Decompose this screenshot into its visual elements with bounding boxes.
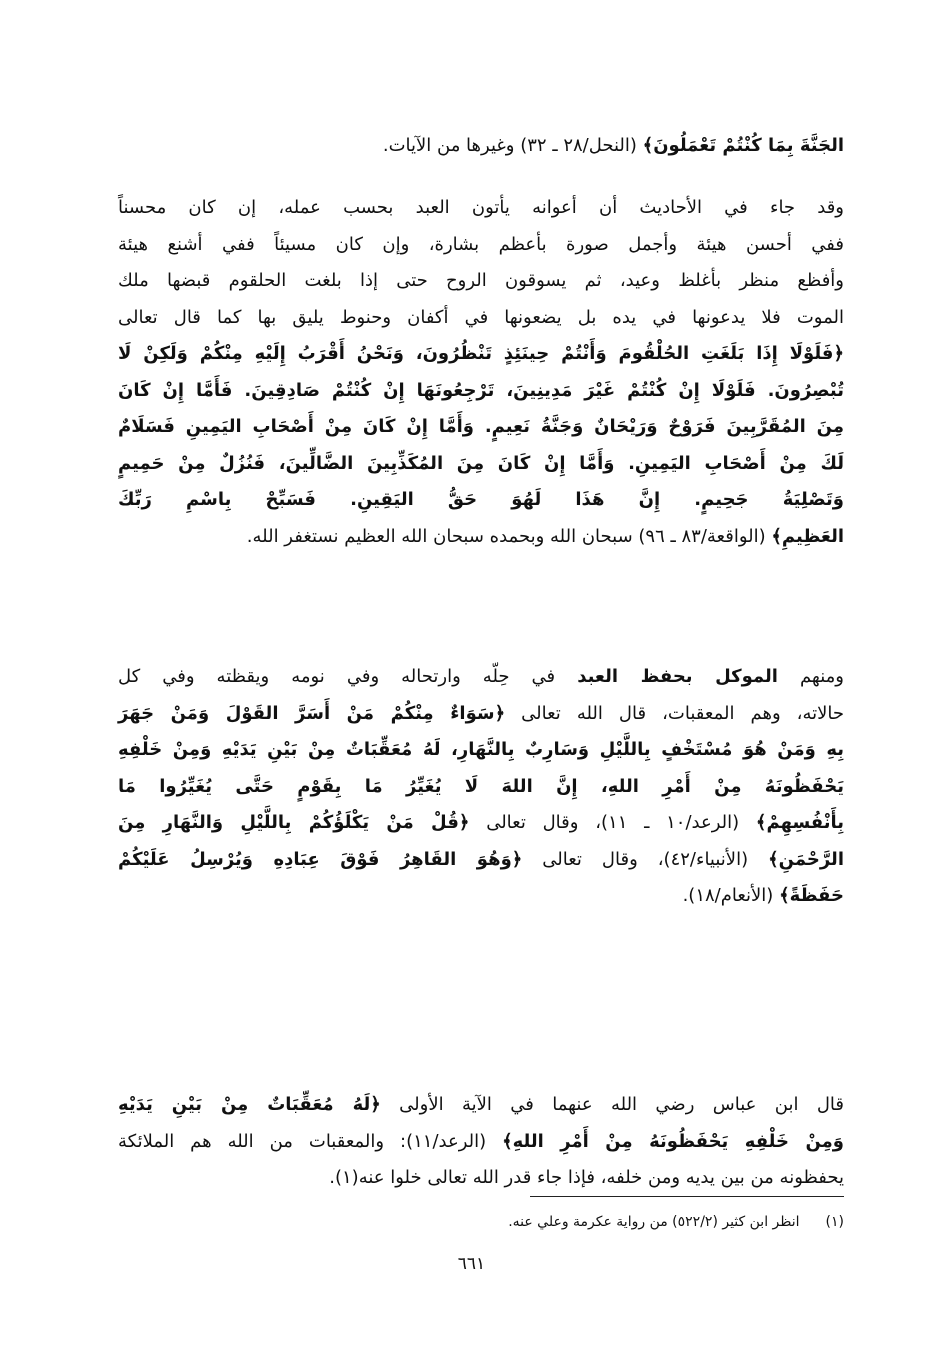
text-line [118,300,844,337]
body-text: (الأنعام/١٨). [682,885,780,906]
body-text: (الواقعة/٨٣ ـ ٩٦) سبحان الله وبحمده سبحان الله العظيم نستغفر الله. [246,525,772,547]
text-line [118,336,844,373]
footnote-text: انظر ابن كثير (٥٢٢/٢) من رواية عكرمة وعلي عنه. [508,1214,800,1230]
quran-verse-text: ﴿فَلَوْلَا إِذَا بَلَغَتِ الحُلْقُومَ وَأَنْتُمْ حِينَئِذٍ تَنْظُرُونَ، وَنَحْنُ أَقْرَبُ إِلَيْهِ مِنْكُمْ وَلَكِنْ لَا [118,343,844,364]
text-line [118,446,844,483]
body-text: وأفظع منظر بأغلظ وعيد، ثم يسوقون الروح حتى إذا بلغت الحلقوم قبضها ملك [118,270,844,291]
quran-verse-text: ﴿وَهُوَ القَاهِرُ فَوْقَ عِبَادِهِ وَيُرْسِلُ عَلَيْكُمْ [118,848,523,870]
text-line [118,227,844,264]
quran-verse-text: حَفَظَةً﴾ [779,885,844,906]
paragraph-ibn-abbas [118,1087,844,1197]
quran-verse-text: بِهِ وَمَنْ هُوَ مُسْتَخْفٍ بِاللَّيْلِ وَسَارِبٌ بِالنَّهَارِ، لَهُ مُعَقِّبَاتٌ مِنْ بَيْنِ يَدَيْهِ وَمِنْ خَلْفِهِ [118,739,844,760]
paragraph-guardian-angels [118,659,844,915]
quran-verse-text: ﴿قُلْ مَنْ يَكْلَؤُكُمْ بِاللَّيْلِ وَالنَّهَارِ مِنَ [118,812,470,833]
quran-verse-text: يَحْفَظُونَهُ مِنْ أَمْرِ اللهِ، إِنَّ اللهَ لَا يُغَيِّرُ مَا بِقَوْمٍ حَتَّى يُغَيِّرُوا مَا [118,775,844,797]
quran-verse-text: مِنَ المُقَرَّبِينَ فَرَوْحٌ وَرَيْحَانٌ وَجَنَّةُ نَعِيمٍ. وَأَمَّا إِنْ كَانَ مِنْ أَصْحَابِ اليَمِينِ فَسَلَامٌ [118,416,844,437]
body-text: في حِلّه وارتحاله وفي نومه ويقظته وفي كل [118,666,578,687]
quran-verse-text: العَظِيمِ﴾ [771,525,844,547]
body-text: قال ابن عباس رضي الله عنهما في الآية الأولى [380,1094,844,1115]
body-text: ففي أحسن هيئة وأجمل صورة بأعظم بشارة، وإن كان مسيئاً ففي أشنع هيئة [118,233,844,255]
bold-text: الموكل بحفظ العبد [577,666,778,687]
text-line [118,1124,844,1161]
text-line [118,878,844,915]
text-line [118,128,844,165]
body-text: (النحل/٢٨ ـ ٣٢) وغيرها من الآيات. [382,135,643,156]
body-text: حالاته، وهم المعقبات، قال الله تعالى [505,702,844,724]
text-line [118,732,844,769]
body-text: يحفظونه من بين يديه ومن خلفه، فإذا جاء قدر الله تعالى خلوا عنه(١). [329,1167,844,1188]
page-number: ٦٦١ [457,1254,486,1274]
body-text: الموت فلا يدعونها في يده بل يضعونها في أكفان وحنوط يليق بها كما قال تعالى [118,306,844,328]
text-line [118,519,844,556]
body-text: (الأنبياء/٤٢)، وقال تعالى [522,848,769,870]
quran-verse-text: ﴿لَهُ مُعَقِّبَاتٌ مِنْ بَيْنِ يَدَيْهِ [118,1094,381,1115]
body-text: وقد جاء في الأحاديث أن أعوانه يأتون العبد بحسب عمله، إن كان محسناً [118,197,844,218]
text-line [118,1160,844,1197]
text-line [118,263,844,300]
body-text: (الرعد/١١): والمعقبات من الله هم الملائكة [118,1130,503,1152]
footnote-number: (١) [825,1214,844,1230]
body-text: ومنهم [777,666,844,687]
quran-verse-text: بِأَنْفُسِهِمْ﴾ [755,812,844,833]
text-line [118,482,844,519]
footnote [508,1208,844,1236]
quran-verse-text: الرَّحْمَنِ﴾ [768,848,844,870]
paragraph-quran-ending [118,128,844,165]
text-line [118,769,844,806]
quran-verse-text: ﴿سَوَاءٌ مِنْكُمْ مَنْ أَسَرَّ القَوْلَ وَمَنْ جَهَرَ [118,702,506,724]
quran-verse-text: وَتَصْلِيَةُ جَحِيمٍ. إِنَّ هَذَا لَهُوَ حَقُّ اليَقِينِ. فَسَبِّحْ بِاسْمِ رَبِّكَ [118,489,844,510]
quran-verse-text: الجَنَّةَ بِمَا كُنْتُمْ تَعْمَلُونَ﴾ [642,135,844,156]
body-text: (الرعد/١٠ ـ ١١)، وقال تعالى [469,812,756,833]
text-line [118,190,844,227]
quran-verse-text: لَكَ مِنْ أَصْحَابِ اليَمِينِ. وَأَمَّا إِنْ كَانَ مِنَ المُكَذِّبِينَ الضَّالِّينَ، فَنُزُلٌ مِنْ حَمِيمٍ [118,452,844,474]
text-line [118,373,844,410]
text-line [118,842,844,879]
paragraph-angels-of-death [118,190,844,555]
text-line [118,805,844,842]
text-line [118,409,844,446]
footnote-separator [530,1196,844,1197]
quran-verse-text: تُبْصِرُونَ. فَلَوْلَا إِنْ كُنْتُمْ غَيْرَ مَدِينِينَ، تَرْجِعُونَهَا إِنْ كُنْتُمْ صَادِقِينَ. فَأَمَّا إِنْ كَانَ [118,379,844,401]
text-line [118,1087,844,1124]
quran-verse-text: وَمِنْ خَلْفِهِ يَحْفَظُونَهُ مِنْ أَمْرِ اللهِ﴾ [502,1130,844,1152]
text-line [118,659,844,696]
text-line [118,696,844,733]
